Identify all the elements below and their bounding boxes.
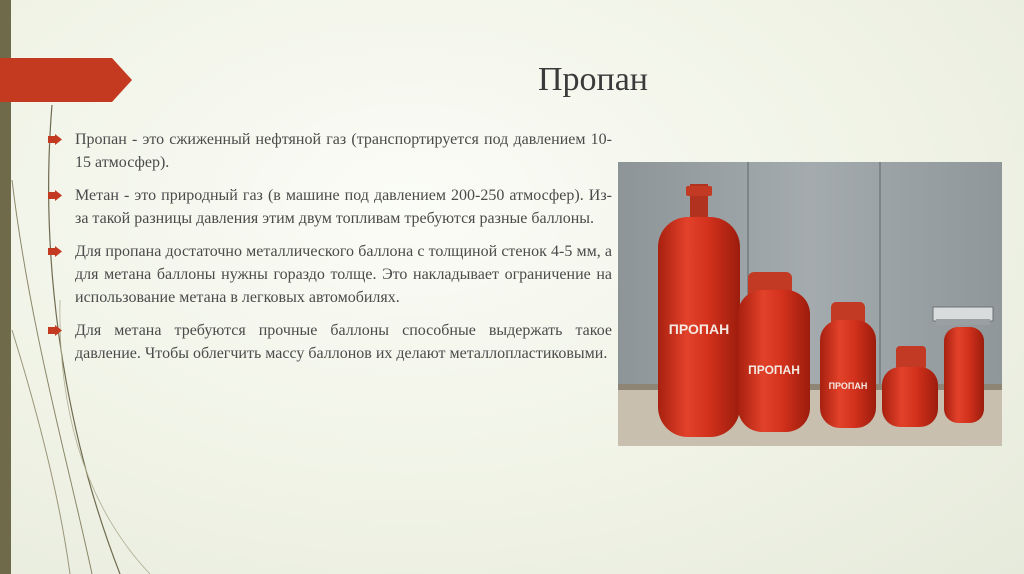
bullet-item: [48, 319, 612, 365]
bullet-text: Пропан - это сжиженный нефтяной газ (транспортируется под давлением 10-15 атмосфер).: [75, 131, 612, 171]
bullet-item: [48, 240, 612, 309]
bullet-text: Для метана требуются прочные баллоны способные выдержать такое давление. Чтобы облегчить массу баллонов их делают металлопластиковыми.: [75, 322, 612, 362]
bullet-text: Метан - это природный газ (в машине под давлением 200-250 атмосфер). Из-за такой разницы давления этим двум топливам требуются разные баллоны.: [75, 187, 612, 227]
arrow-bullet-icon: [48, 190, 62, 201]
bullet-text: Для пропана достаточно металлического баллона с толщиной стенок 4-5 мм, а для метана баллоны нужны гораздо толще. Это накладывает ограничение на использование метана в легковых автомобилях.: [75, 243, 612, 306]
gas-cylinders-photo: [618, 162, 1002, 446]
bullet-item: [48, 128, 612, 174]
arrow-bullet-icon: [48, 134, 62, 145]
cylinder-label: ПРОПАН: [668, 321, 730, 337]
slide-title: Пропан: [537, 61, 649, 98]
bullet-item: [48, 184, 612, 230]
title-accent-tab: [0, 58, 132, 102]
cylinder-label: ПРОПАН: [748, 363, 800, 377]
cylinder-label: ПРОПАН: [828, 381, 868, 391]
arrow-bullet-icon: [48, 246, 62, 257]
bullet-list: [48, 128, 612, 375]
cylinder-medium: [738, 272, 810, 432]
arrow-bullet-icon: [48, 325, 62, 336]
